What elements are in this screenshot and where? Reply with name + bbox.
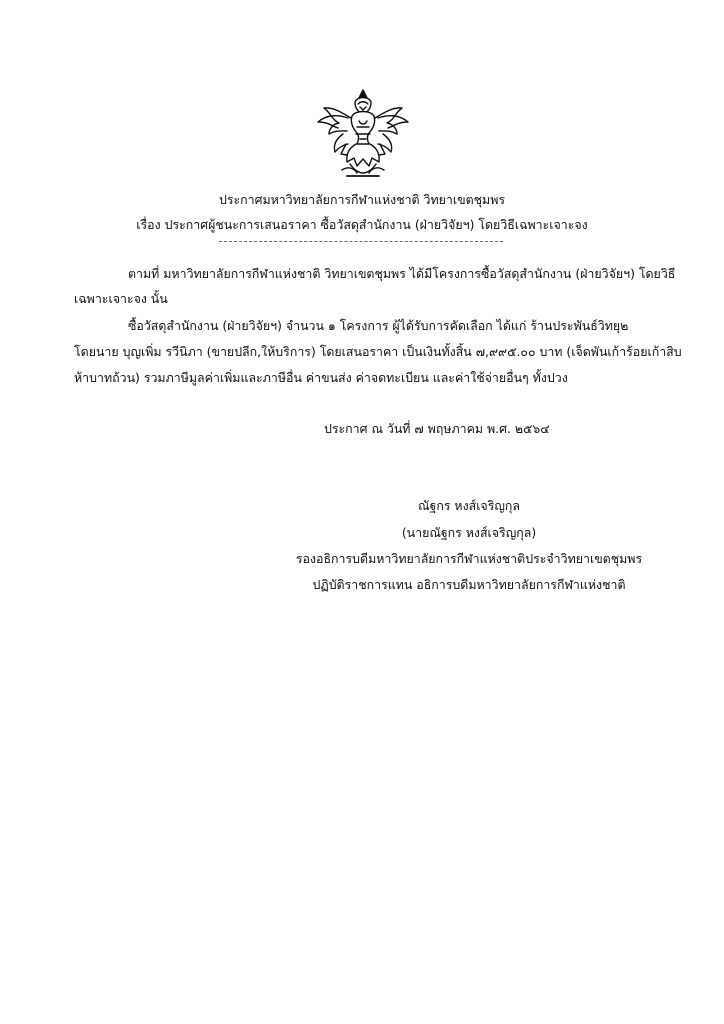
signature-full-name: (นายณัฐกร หงส์เจริญกุล) <box>401 525 537 540</box>
announcement-date: ประกาศ ณ วันที่ ๗ พฤษภาคม พ.ศ. ๒๕๖๔ <box>324 421 550 436</box>
paragraph-2-line-2: โดยนาย บุญเพิ่ม รวีนิภา (ขายปลีก,ให้บริการ) โดยเสนอราคา เป็นเงินทั้งสิ้น ๗,๙๙๕.๐๐ บาท (เจ็ดพันเก้าร้อยเก้าสิบ <box>74 344 682 359</box>
signature-position-1: รองอธิการบดีมหาวิทยาลัยการกีฬาแห่งชาติประจำวิทยาเขตชุมพร <box>295 551 643 566</box>
paragraph-2-line-3: ห้าบาทถ้วน) รวมภาษีมูลค่าเพิ่มและภาษีอื่น ค่าขนส่ง ค่าจดทะเบียน และค่าใช้จ่ายอื่นๆ ทั้งปวง <box>74 370 568 385</box>
paragraph-1-line-1: ตามที่ มหาวิทยาลัยการกีฬาแห่งชาติ วิทยาเขตชุมพร ได้มีโครงการซื้อวัสดุสำนักงาน (ฝ่ายวิจัยฯ) โดยวิธี <box>128 266 676 281</box>
document-subject: เรื่อง ประกาศผู้ชนะการเสนอราคา ซื้อวัสดุสำนักงาน (ฝ่ายวิจัยฯ) โดยวิธีเฉพาะเจาะจง <box>136 217 588 232</box>
garuda-emblem-icon <box>312 82 414 184</box>
signature-name: ณัฐกร หงส์เจริญกุล <box>417 498 521 513</box>
signature-position-2: ปฏิบัติราชการแทน อธิการบดีมหาวิทยาลัยการกีฬาแห่งชาติ <box>312 577 626 592</box>
document-title: ประกาศมหาวิทยาลัยการกีฬาแห่งชาติ วิทยาเขตชุมพร <box>218 192 506 207</box>
header-divider <box>219 241 503 242</box>
paragraph-2-line-1: ซื้อวัสดุสำนักงาน (ฝ่ายวิจัยฯ) จำนวน ๑ โครงการ ผู้ได้รับการคัดเลือก ได้แก่ ร้านประพันธ์วิทยุ๒ <box>128 318 629 333</box>
paragraph-1-line-2: เฉพาะเจาะจง นั้น <box>74 291 168 306</box>
